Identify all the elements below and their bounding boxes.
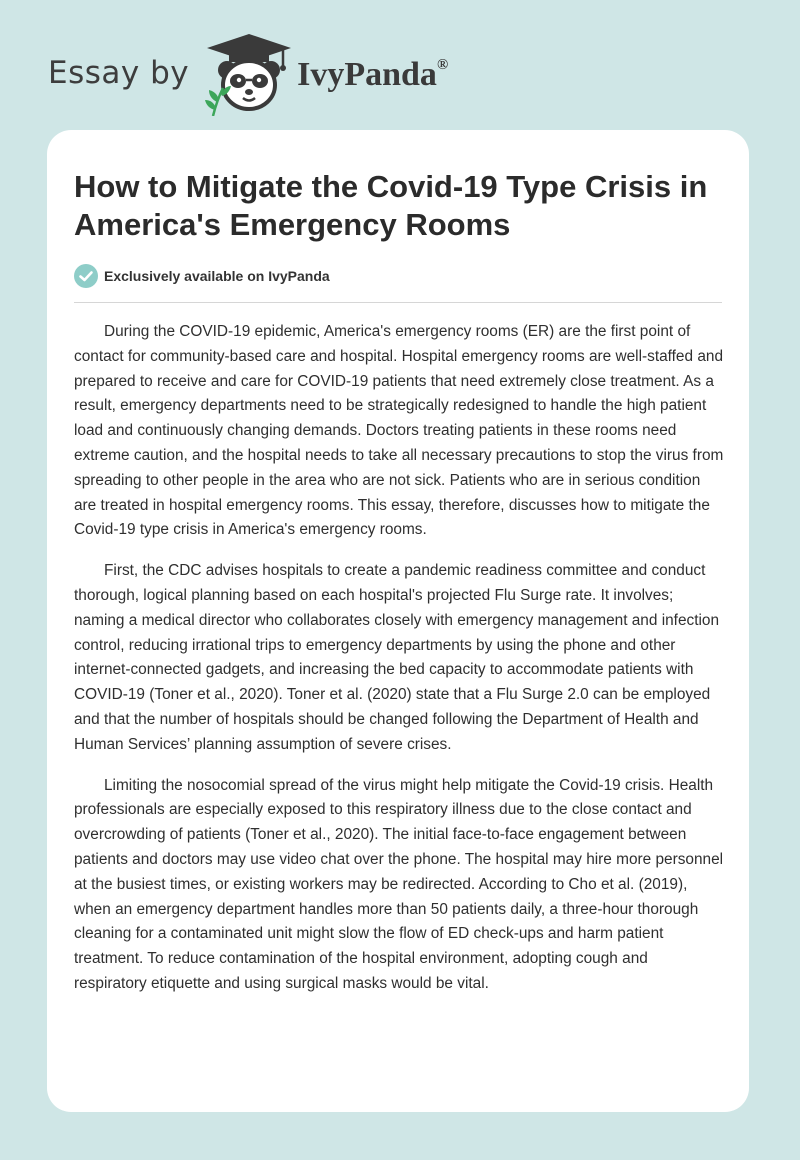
brand-name: IvyPanda® bbox=[297, 56, 449, 93]
registered-mark: ® bbox=[436, 56, 449, 73]
essay-by-label: Essay by bbox=[48, 55, 190, 91]
paragraph: During the COVID-19 epidemic, America's emergency rooms (ER) are the first point of contact for community-based care and hospital. Hospital emergency rooms are well-staffed and prepared to receive and care for COVID-19 patients that need extremely close treatment. As a result, emergency departments need to be strategically redesigned to handle the high patient load and continuously changing demands. Doctors treating patients in these rooms need extreme caution, and the hospital needs to take all necessary precautions to stop the virus from spreading to other people in the area who are not sick. Patients who are in serious condition are treated in hospital emergency rooms. This essay, therefore, discusses how to mitigate the Covid-19 type crisis in America's emergency rooms. bbox=[74, 323, 724, 539]
site-header bbox=[48, 30, 448, 116]
essay-title: How to Mitigate the Covid-19 Type Crisis in America's Emergency Rooms bbox=[74, 169, 708, 242]
exclusive-badge bbox=[74, 264, 330, 288]
check-circle-icon bbox=[74, 264, 98, 288]
paragraph: First, the CDC advises hospitals to create a pandemic readiness committee and conduct thorough, logical planning based on each hospital's projected Flu Surge rate. It involves; naming a medical director who collaborates closely with emergency management and infection control, reducing irrational trips to emergency departments by using the phone and other internet-connected gadgets, and increasing the bed capacity to accommodate patients with COVID-19 (Toner et al., 2020). Toner et al. (2020) state that a Flu Surge 2.0 can be employed and that the number of hospitals should be changed following the Department of Health and Human Services’ planning assumption of severe crises. bbox=[74, 562, 720, 753]
essay-body bbox=[74, 320, 724, 1013]
paragraph: Limiting the nosocomial spread of the virus might help mitigate the Covid-19 crisis. Health professionals are especially exposed to this respiratory illness due to the close contact and overcrowding of patients (Toner et al., 2020). The initial face-to-face engagement between patients and doctors may use video chat over the phone. The hospital may hire more personnel at the busiest times, or existing workers may be redirected. According to Cho et al. (2019), when an emergency department handles more than 50 patients daily, a three-hour thorough cleaning for a contaminated unit might slow the flow of ED check-ups and harm patient treatment. To reduce contamination of the hospital environment, adopting cough and respiratory etiquette and using surgical masks would be vital. bbox=[74, 776, 724, 992]
essay-card bbox=[47, 130, 749, 1112]
divider bbox=[74, 302, 722, 303]
panda-logo-icon[interactable] bbox=[203, 30, 295, 116]
exclusive-label: Exclusively available on IvyPanda bbox=[104, 268, 330, 284]
